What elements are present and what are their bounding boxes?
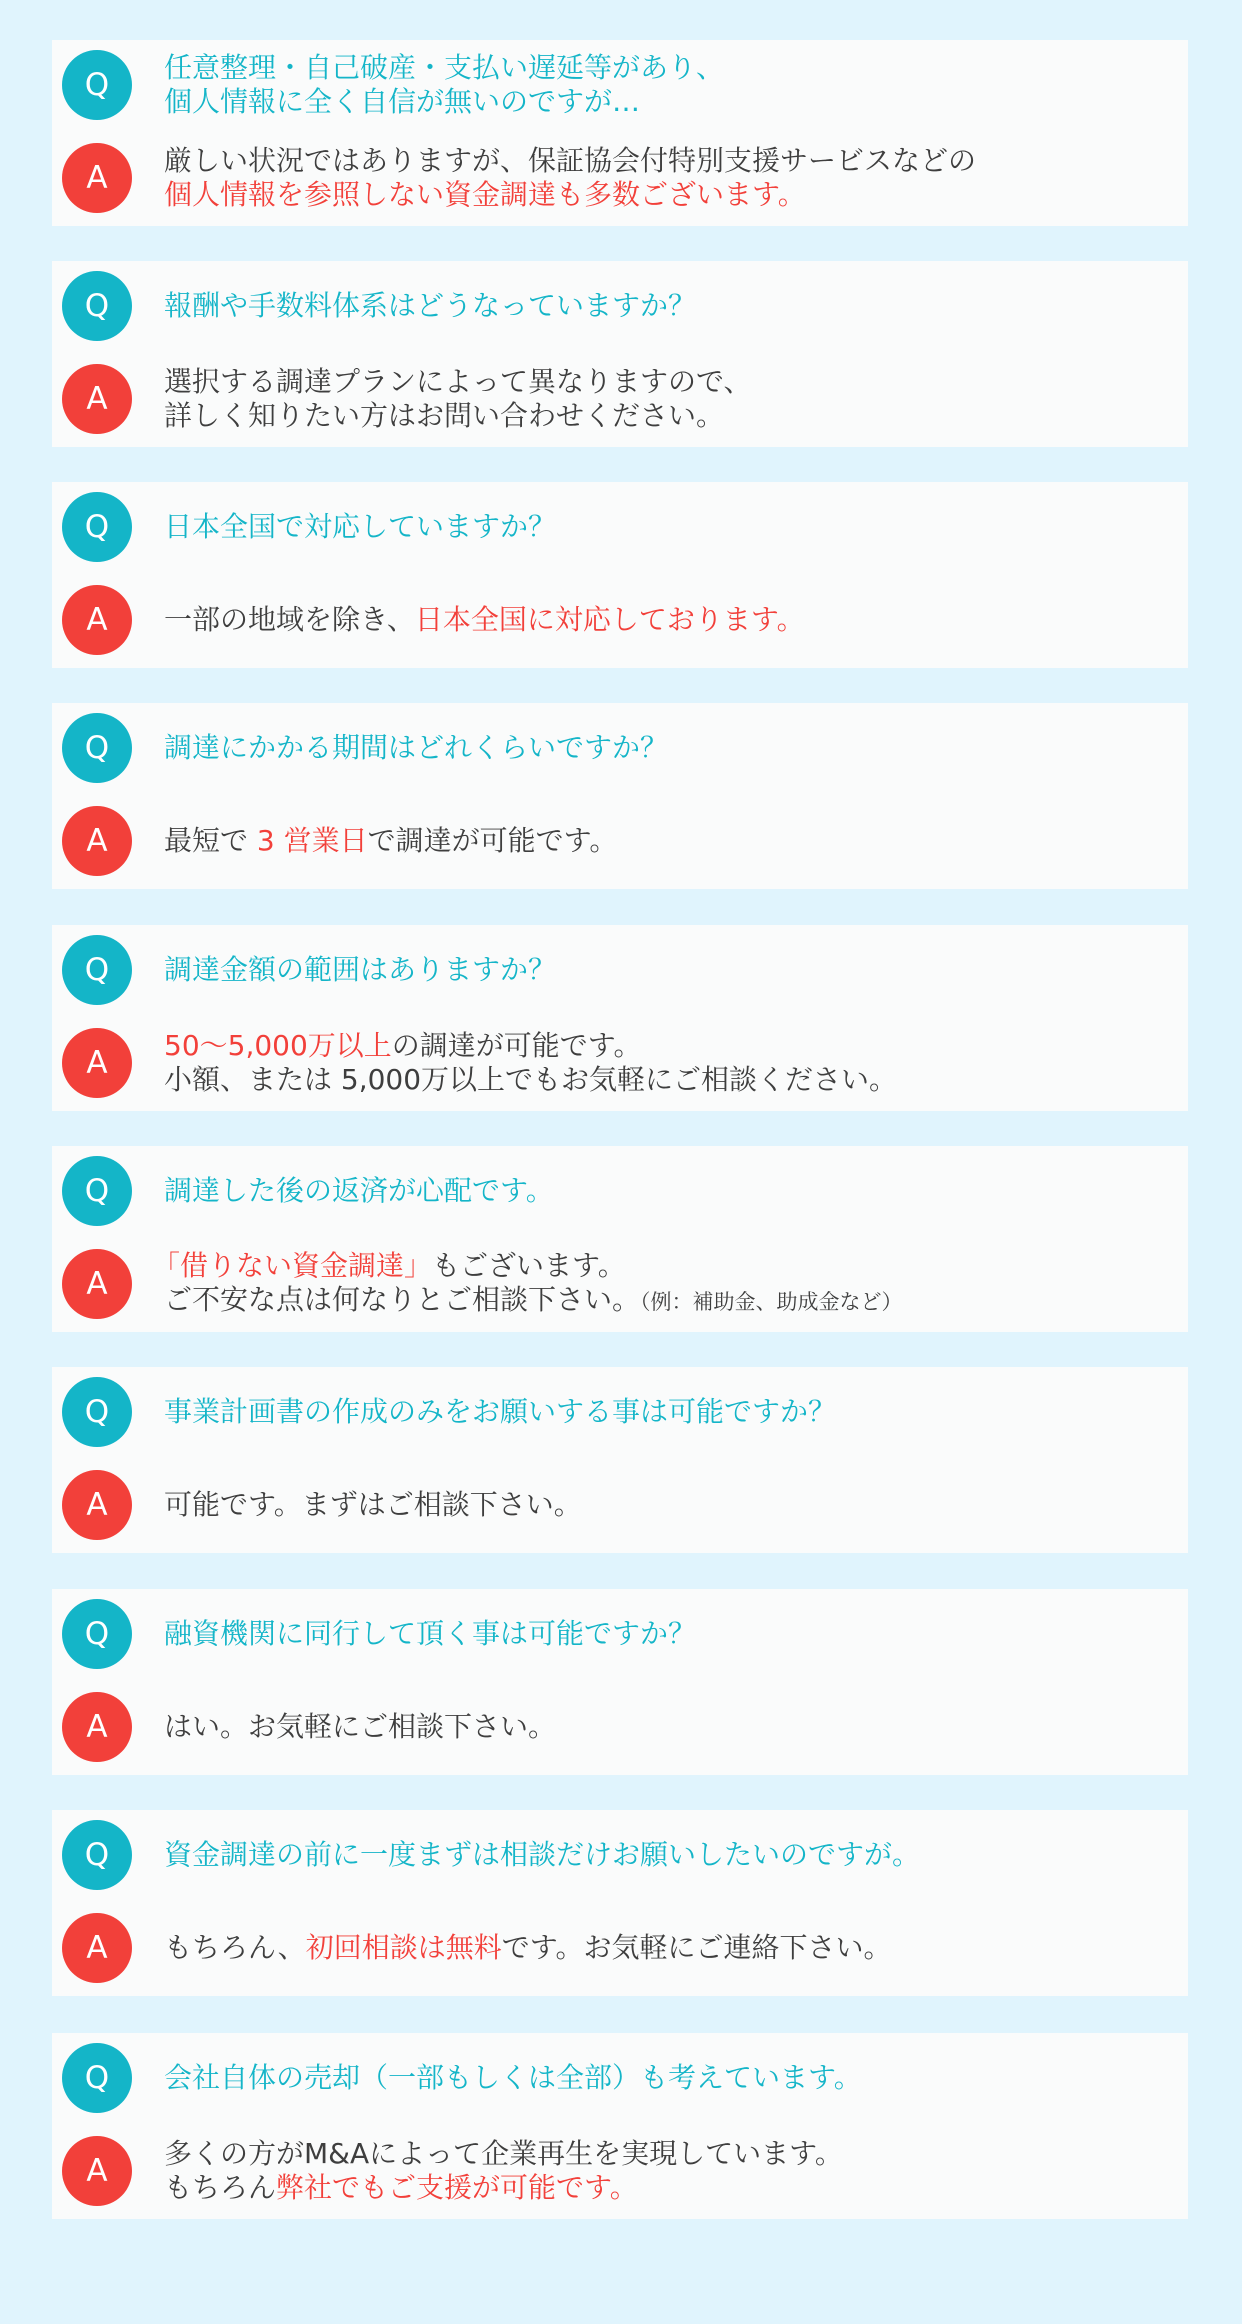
answer-line <box>164 144 1174 178</box>
answer-text <box>164 1914 1174 1982</box>
question-text <box>164 1378 1174 1446</box>
answer-text <box>164 1693 1174 1761</box>
answer-segment: です。お気軽にご連絡下さい。 <box>501 1931 892 1964</box>
answer-highlight: 日本全国に対応しております。 <box>414 603 805 636</box>
answer-highlight: 50〜5,000万以上 <box>164 1029 392 1062</box>
a-badge: A <box>62 1249 132 1319</box>
a-badge: A <box>62 806 132 876</box>
answer-line <box>152 1283 1162 1319</box>
q-badge: Q <box>62 935 132 1005</box>
q-badge: Q <box>62 1377 132 1447</box>
q-badge: Q <box>62 1599 132 1669</box>
answer-line <box>164 365 1174 399</box>
question-line: 融資機関に同行して頂く事は可能ですか？ <box>164 1617 697 1650</box>
faq-item <box>52 703 1188 889</box>
question-line: 調達金額の範囲はありますか？ <box>164 953 557 986</box>
question-line: 調達した後の返済が心配です。 <box>164 1174 554 1207</box>
question-text <box>164 714 1174 782</box>
a-badge: A <box>62 364 132 434</box>
a-badge: A <box>62 1692 132 1762</box>
faq-item <box>52 925 1188 1111</box>
question-text <box>164 272 1174 340</box>
a-badge: A <box>62 1470 132 1540</box>
question-text <box>164 936 1174 1004</box>
question-text <box>164 2044 1174 2112</box>
answer-segment: もちろん <box>164 2171 277 2204</box>
question-line: 報酬や手数料体系はどうなっていますか？ <box>164 289 697 322</box>
question-text <box>164 1600 1174 1668</box>
q-badge: Q <box>62 2043 132 2113</box>
question-line: 資金調達の前に一度まずは相談だけお願いしたいのですが。 <box>164 1838 921 1871</box>
answer-text <box>164 365 1174 433</box>
answer-line <box>164 2171 1174 2205</box>
answer-note: （例：補助金、助成金など） <box>640 1290 903 1314</box>
answer-segment: 最短で <box>164 824 257 857</box>
answer-highlight: 初回相談は無料 <box>305 1931 502 1964</box>
answer-text <box>164 1029 1174 1097</box>
answer-line <box>164 1931 1174 1965</box>
faq-item <box>52 40 1188 226</box>
question-line: 日本全国で対応していますか？ <box>164 510 557 543</box>
question-text <box>164 493 1174 561</box>
answer-segment: の調達が可能です。 <box>391 1029 642 1062</box>
answer-line <box>164 1063 1174 1097</box>
question-line: 事業計画書の作成のみをお願いする事は可能ですか？ <box>164 1395 837 1428</box>
answer-text <box>164 144 1174 212</box>
answer-segment: ご不安な点は何なりとご相談下さい。 <box>164 1283 641 1316</box>
q-badge: Q <box>62 1820 132 1890</box>
question-line: 調達にかかる期間はどれくらいですか？ <box>164 731 669 764</box>
answer-line <box>164 1029 1174 1063</box>
faq-item <box>52 261 1188 447</box>
answer-segment: 一部の地域を除き、 <box>164 603 415 636</box>
question-text <box>164 1821 1174 1889</box>
answer-segment: もございます。 <box>432 1249 626 1282</box>
answer-segment: 選択する調達プランによって異なりますので、 <box>164 365 752 398</box>
q-badge: Q <box>62 271 132 341</box>
answer-segment: もちろん、 <box>164 1931 306 1964</box>
q-badge: Q <box>62 492 132 562</box>
answer-line <box>164 399 1174 433</box>
q-badge: Q <box>62 713 132 783</box>
answer-segment: はい。お気軽にご相談下さい。 <box>164 1710 557 1743</box>
a-badge: A <box>62 1028 132 1098</box>
faq-item <box>52 1146 1188 1332</box>
faq-item <box>52 1810 1188 1996</box>
answer-segment: 小額、または 5,000万以上でもお気軽にご相談ください。 <box>164 1063 898 1096</box>
answer-highlight: 3 営業日 <box>256 824 368 857</box>
answer-line <box>164 1710 1174 1744</box>
question-text <box>164 51 1174 119</box>
q-badge: Q <box>62 50 132 120</box>
answer-line <box>164 603 1174 637</box>
answer-segment: 厳しい状況ではありますが、保証協会付特別支援サービスなどの <box>164 144 977 177</box>
answer-line <box>164 2137 1174 2171</box>
answer-segment: で調達が可能です。 <box>367 824 618 857</box>
a-badge: A <box>62 143 132 213</box>
q-badge: Q <box>62 1156 132 1226</box>
answer-line <box>164 178 1174 212</box>
question-text <box>164 1157 1174 1225</box>
question-line: 個人情報に全く自信が無いのですが… <box>164 85 641 118</box>
answer-highlight: 「借りない資金調達」 <box>152 1249 433 1282</box>
question-line: 会社自体の売却（一部もしくは全部）も考えています。 <box>164 2061 862 2094</box>
a-badge: A <box>62 585 132 655</box>
a-badge: A <box>62 2136 132 2206</box>
answer-highlight: 個人情報を参照しない資金調達も多数ございます。 <box>164 178 806 211</box>
question-line: 任意整理・自己破産・支払い遅延等があり、 <box>164 51 725 84</box>
answer-highlight: 弊社でもご支援が可能です。 <box>276 2171 638 2204</box>
a-badge: A <box>62 1913 132 1983</box>
faq-item <box>52 1367 1188 1553</box>
answer-segment: 詳しく知りたい方はお問い合わせください。 <box>164 399 725 432</box>
faq-item <box>52 2033 1188 2219</box>
answer-text <box>164 807 1174 875</box>
faq-item <box>52 1589 1188 1775</box>
answer-line <box>152 1249 1162 1283</box>
answer-segment: 可能です。まずはご相談下さい。 <box>164 1488 582 1521</box>
answer-text <box>164 586 1174 654</box>
answer-line <box>164 824 1174 858</box>
answer-line <box>164 1488 1174 1522</box>
answer-text <box>152 1250 1162 1318</box>
faq-item <box>52 482 1188 668</box>
answer-text <box>164 2137 1174 2205</box>
answer-segment: 多くの方がM&Aによって企業再生を実現しています。 <box>164 2137 843 2170</box>
answer-text <box>164 1471 1174 1539</box>
